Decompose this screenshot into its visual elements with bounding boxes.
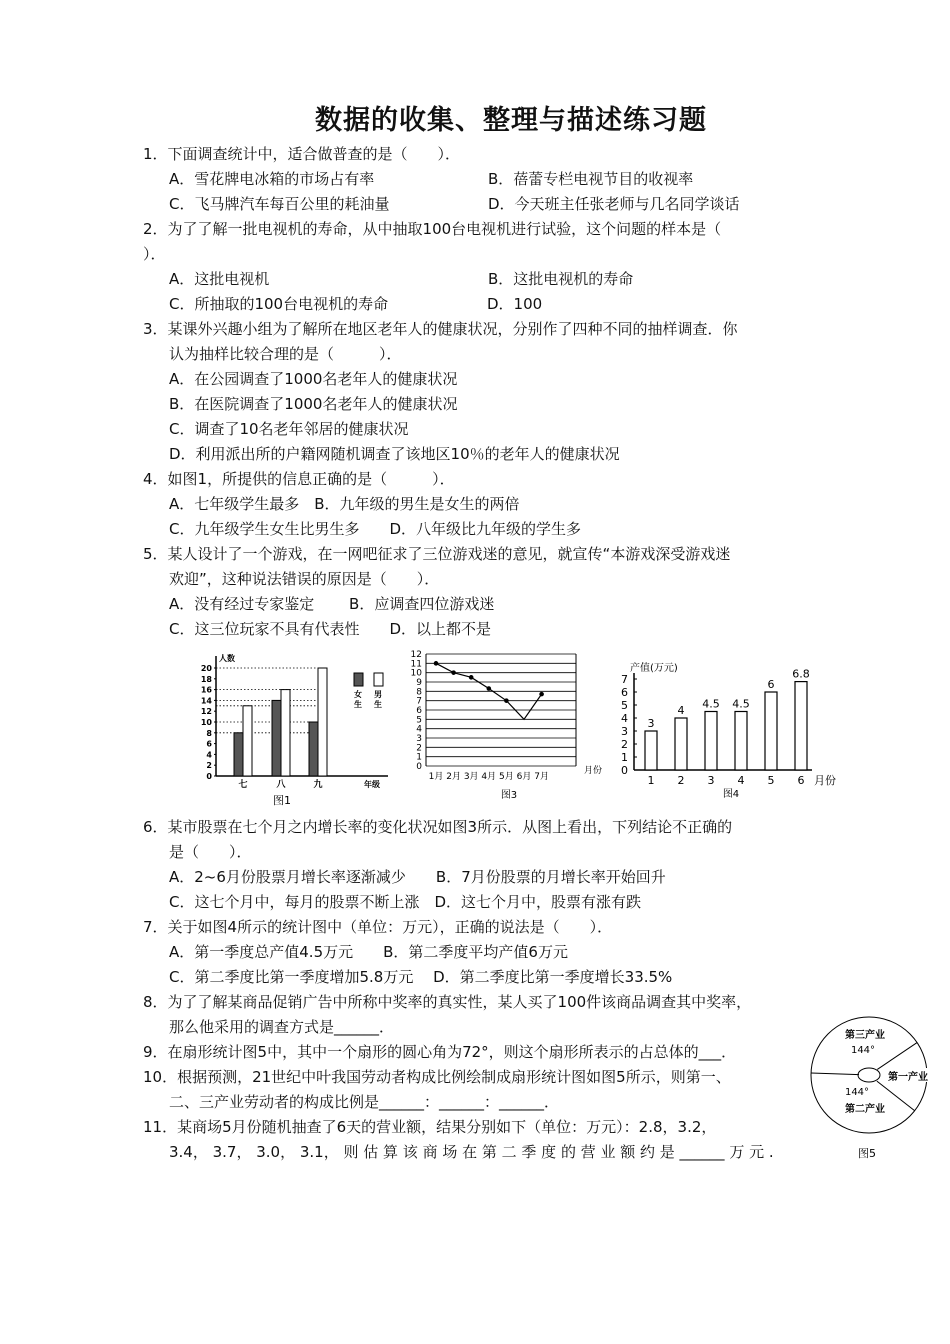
question-number: 6． [143,818,168,836]
question-text: 某商场5月份随机抽查了6天的营业额，结果分别如下（单位：万元）：2.8，3.2， [177,1118,717,1136]
figure-4-bar-chart [612,660,842,800]
x-tick-label: 6 [797,774,805,787]
option: C．九年级学生女生比男生多 D．八年级比九年级的学生多 [169,520,582,538]
option: C．第二季度比第一季度增加5.8万元 D．第二季度比第一季度增长33.5% [169,968,673,986]
figure-caption: 图5 [858,1147,876,1160]
legend-swatch-male [374,673,383,686]
legend-swatch-female [354,673,363,686]
y-tick-label: 5 [621,699,628,712]
question-text: 如图1，所提供的信息正确的是（ ）． [167,470,455,488]
x-tick-label: 5月 [499,772,514,782]
question-text-cont: 欢迎”，这种说法错误的原因是（ ）． [169,570,440,588]
question-text: 为了了解某商品促销广告中所称中奖率的真实性，某人买了100件该商品调查其中奖率， [167,993,752,1011]
question-text: 某课外兴趣小组为了解所在地区老年人的健康状况，分别作了四种不同的抽样调查．你 [167,320,738,338]
y-tick-label: 16 [200,685,212,695]
data-label: 4.5 [732,697,750,711]
legend-label-part: 男 [374,690,382,699]
slice-label-value: 144° [844,1087,870,1098]
y-tick-label: 4 [621,712,628,725]
data-label: 6.8 [792,667,810,681]
question-1 [143,145,460,163]
x-tick-label: 八 [276,780,286,790]
x-tick-label: 1 [647,774,655,787]
y-tick-label: 1 [621,751,628,764]
option: D．今天班主任张老师与几名同学谈话 [488,195,740,213]
question-text: 某人设计了一个游戏，在一网吧征求了三位游戏迷的意见，就宣传“本游戏深受游戏迷 [167,545,731,563]
x-tick-label: 2 [677,774,685,787]
option: C．这七个月中，每月的股票不断上涨 D．这七个月中，股票有涨有跌 [169,893,642,911]
pie-center [858,1068,880,1082]
question-5 [143,545,730,563]
data-point [469,675,474,680]
figure-1-bar-chart [196,645,396,810]
data-point [487,686,492,691]
bar [645,731,657,770]
option: A．2~6月份股票月增长率逐渐减少 B．7月份股票的月增长率开始回升 [169,868,666,886]
legend-label-part: 生 [374,700,382,709]
option: C．调查了10名老年邻居的健康状况 [169,420,409,438]
bar-female [234,733,243,776]
question-number: 8． [143,993,168,1011]
question-text: 在扇形统计图5中，其中一个扇形的圆心角为72°，则这个扇形所表示的占总体的___． [167,1043,737,1061]
y-tick-label: 10 [200,718,212,727]
y-tick-label: 0 [206,772,212,781]
x-axis-label: 月份 [583,766,603,776]
slice-label-name: 第二产业 [845,1104,885,1115]
x-tick-label: 7月 [534,772,549,782]
x-tick-label: 1月 [428,772,444,782]
question-text-cont: 那么他采用的调查方式是______． [169,1018,395,1036]
question-8 [143,993,751,1011]
figure-caption: 图4 [722,789,740,800]
option: A．没有经过专家鉴定 B．应调查四位游戏迷 [169,595,495,613]
bar-female [309,722,318,776]
question-number: 9． [143,1043,168,1061]
slice-label-name: 第三产业 [845,1030,885,1041]
question-number: 4． [143,470,168,488]
data-point [451,670,456,675]
y-tick-label: 12 [200,707,212,717]
y-tick-label: 9 [416,678,422,688]
option: B．蓓蕾专栏电视节目的收视率 [488,170,694,188]
x-tick-label: 2月 [446,772,461,782]
question-number: 11． [143,1118,178,1136]
y-tick-label: 2 [416,743,422,754]
y-tick-label: 4 [206,750,212,760]
option: C．飞马牌汽车每百公里的耗油量 [169,195,390,213]
y-tick-label: 0 [621,764,628,777]
question-text-cont: 认为抽样比较合理的是（ ）． [169,345,402,363]
bar [795,682,807,770]
y-tick-label: 6 [621,686,628,699]
y-tick-label: 4 [416,724,422,735]
option: D．利用派出所的户籍网随机调查了该地区10％的老年人的健康状况 [169,445,620,463]
slice-label-value: 144° [850,1045,876,1056]
y-tick-label: 2 [621,738,628,751]
x-tick-label: 5 [767,774,775,787]
bar [735,712,747,771]
x-tick-label: 6月 [516,772,532,782]
question-number: 5． [143,545,168,563]
option: C．所抽取的100台电视机的寿命 [169,295,389,313]
question-6 [143,818,732,836]
y-tick-label: 1 [416,752,422,763]
bar [675,718,687,770]
x-axis-label: 月份 [814,774,836,787]
bar [765,692,777,770]
question-7 [143,918,612,936]
question-number: 2． [143,220,168,238]
bar-male [243,706,252,776]
y-tick-label: 5 [416,715,422,726]
data-point [504,698,509,703]
option: A．在公园调查了1000名老年人的健康状况 [169,370,458,388]
question-text: 为了了解一批电视机的寿命，从中抽取100台电视机进行试验，这个问题的样本是（ [167,220,722,238]
question-text: 下面调查统计中，适合做普查的是（ ）． [167,145,461,163]
legend-label-part: 女 [354,690,362,699]
question-4 [143,470,455,488]
question-text: 根据预测，21世纪中叶我国劳动者构成比例绘制成扇形统计图如图5所示，则第一、 [177,1068,731,1086]
option: B．这批电视机的寿命 [488,270,634,288]
y-tick-label: 6 [206,739,212,749]
y-tick-label: 10 [410,668,422,679]
option: C．这三位玩家不具有代表性 D．以上都不是 [169,620,492,638]
y-tick-label: 14 [200,696,212,706]
y-tick-label: 8 [206,728,212,738]
y-tick-label: 3 [621,725,628,738]
question-11 [143,1118,716,1136]
x-tick-label: 3月 [463,772,479,782]
figure-caption: 图3 [500,790,518,801]
question-3 [143,320,738,338]
question-text: 某市股票在七个月之内增长率的变化状况如图3所示．从图上看出，下列结论不正确的 [167,818,733,836]
bar [705,712,717,771]
question-text-cont: ）． [143,245,166,263]
y-tick-label: 3 [416,734,422,744]
question-text-cont: 二、三产业劳动者的构成比例是______：______：______． [169,1093,560,1111]
figure-caption: 图1 [273,794,291,807]
data-label: 6 [767,678,775,691]
x-tick-label: 3 [707,774,715,787]
y-tick-label: 18 [200,674,212,684]
y-tick-label: 2 [206,761,212,771]
x-tick-label: 4月 [481,772,497,782]
question-9 [143,1043,736,1061]
data-label: 3 [647,717,655,730]
option: A．第一季度总产值4.5万元 B．第二季度平均产值6万元 [169,943,568,961]
option: A．七年级学生最多 B．九年级的男生是女生的两倍 [169,495,520,513]
option: B．在医院调查了1000名老年人的健康状况 [169,395,458,413]
data-point [539,692,544,697]
bar-female [272,700,281,776]
bar-male [318,668,327,776]
question-text-cont: 3.4， 3.7， 3.0， 3.1， 则 估 算 该 商 场 在 第 二 季 度 的 营 业 额 约 是 ______ 万 元 . [169,1143,774,1161]
x-tick-label: 七 [238,780,248,790]
y-tick-label: 12 [410,650,422,660]
question-text-cont: 是（ ）． [169,843,252,861]
question-number: 7． [143,918,168,936]
data-label: 4.5 [702,697,720,711]
y-tick-label: 6 [416,706,422,716]
question-2 [143,220,721,238]
slice-label-name: 第一产业 [888,1072,928,1083]
y-tick-label: 8 [416,687,422,698]
y-tick-label: 0 [416,762,422,772]
data-point [434,661,439,666]
page-title: 数据的收集、整理与描述练习题 [315,105,707,136]
option: A．雪花牌电冰箱的市场占有率 [169,170,375,188]
question-number: 10． [143,1068,178,1086]
question-10 [143,1068,731,1086]
x-axis-label: 年级 [364,780,380,789]
x-tick-label: 4 [737,774,745,787]
y-axis-label: 产值(万元) [630,663,678,674]
option: A．这批电视机 [169,270,270,288]
y-axis-label: 人数 [219,654,235,663]
legend-label-part: 生 [354,700,362,709]
y-tick-label: 11 [410,659,422,670]
figure-5-pie-chart [805,1012,945,1162]
question-number: 3． [143,320,168,338]
x-tick-label: 九 [313,780,323,790]
figure-3-line-chart [404,648,614,803]
option: D．100 [487,295,543,313]
y-tick-label: 20 [200,664,212,673]
y-tick-label: 7 [621,673,628,686]
bar-male [281,690,290,776]
data-label: 4 [677,704,685,717]
question-number: 1． [143,145,168,163]
y-tick-label: 7 [416,696,422,707]
question-text: 关于如图4所示的统计图中（单位：万元），正确的说法是（ ）． [167,918,613,936]
